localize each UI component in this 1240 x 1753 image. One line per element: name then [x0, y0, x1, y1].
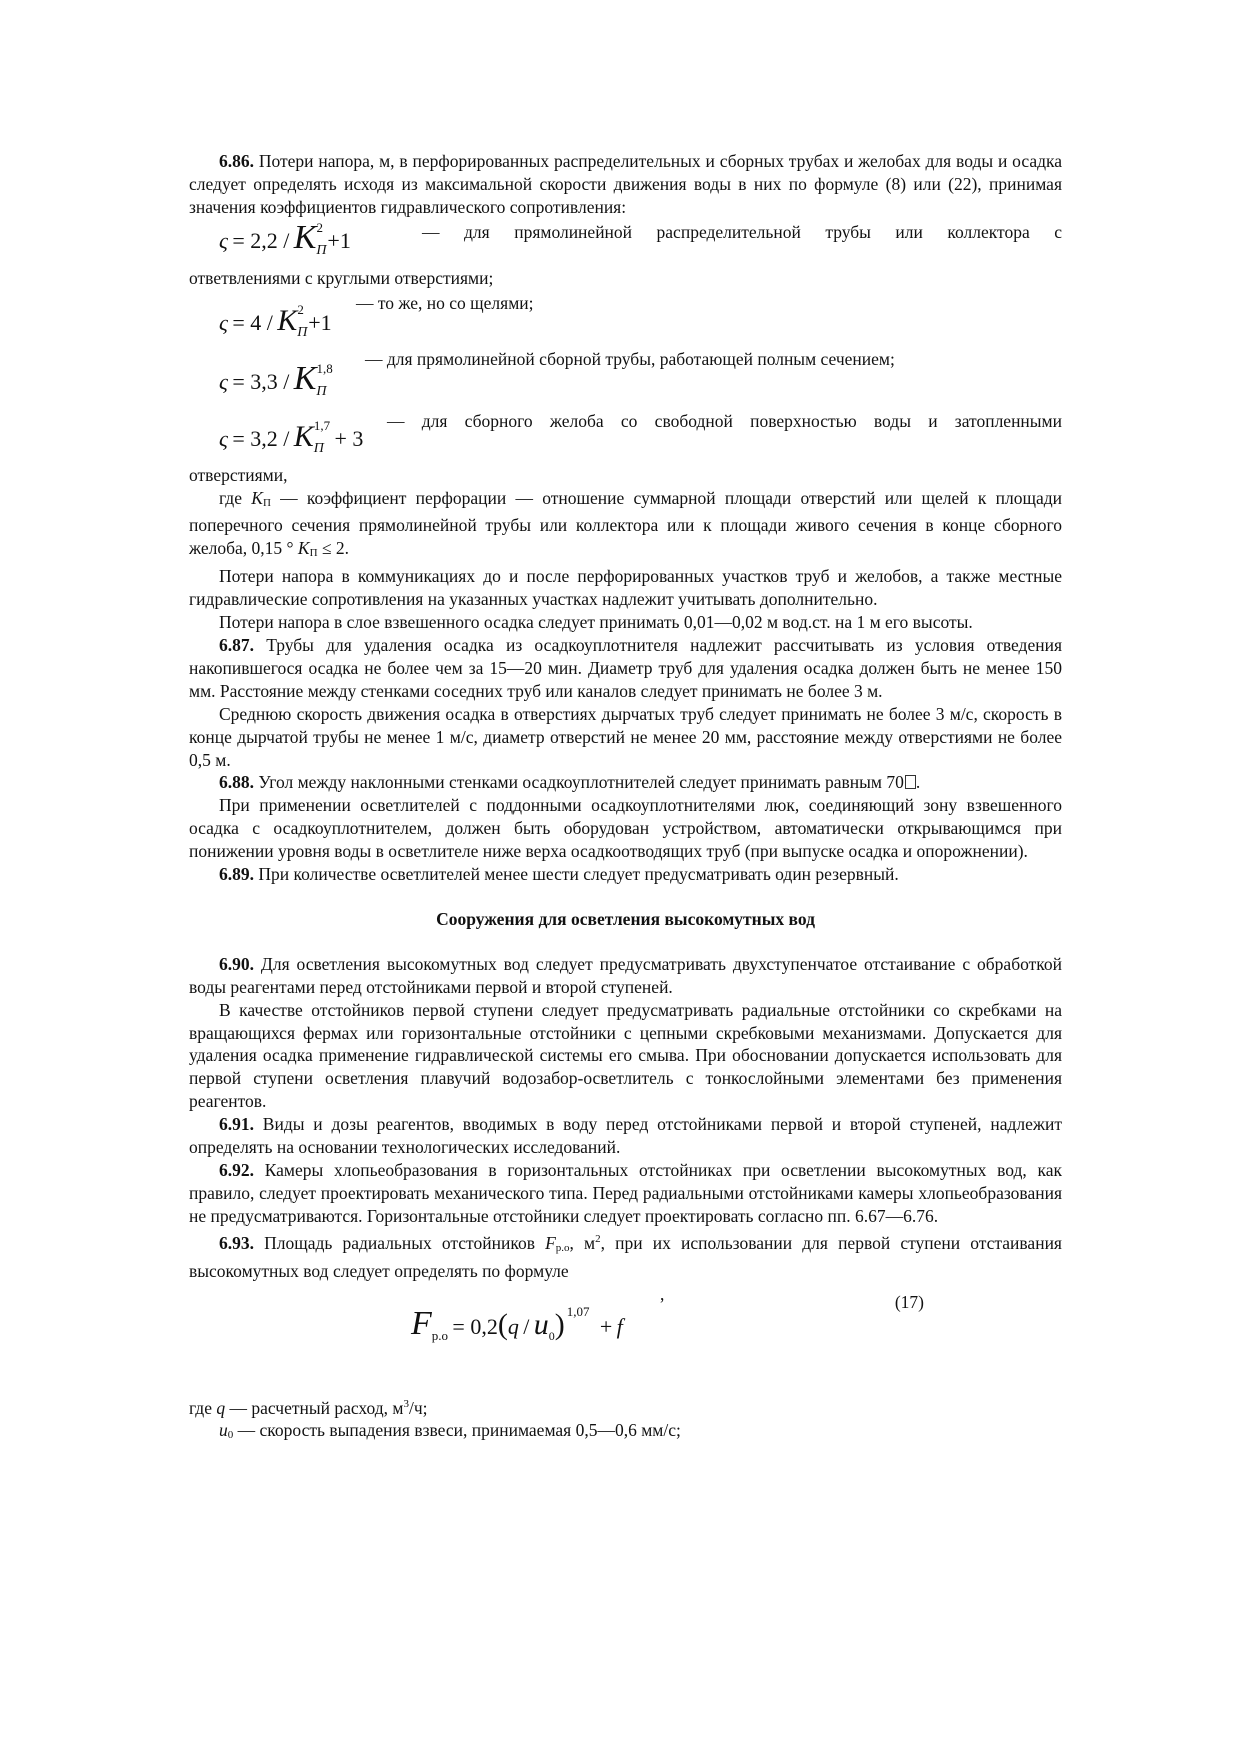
document-page [189, 150, 1062, 1447]
formula-line-1 [189, 219, 1062, 267]
formula-4-description: — для сборного желоба со свободной поверхностью воды и затопленными [387, 410, 1062, 431]
hatch-paragraph: При применении осветлителей с поддонными осадкоуплотнителями люк, соединяющий зону взвешенного осадка с осадкоуплотнителем, должен быть оборудован устройством, автоматически открывающимся при понижении уровня воды в осветлителе ниже верха осадкоотводящих труб (при выпуске осадка и опорожнении). [189, 795, 1062, 862]
paragraph-6-91: 6.91. Виды и дозы реагентов, вводимых в воду перед отстойниками первой и второй ступеней, надлежит определять на основании технологических исследований. [189, 1114, 1062, 1158]
formula-line-3 [189, 346, 1062, 408]
formula-line-4 [189, 408, 1062, 464]
losses-communications: Потери напора в коммуникациях до и после перфорированных участков труб и желобов, а также местные гидравлические сопротивления на указанных участках надлежит учитывать дополнительно. [189, 566, 1062, 610]
clause-number: 6.91. [219, 1114, 254, 1135]
clause-number: 6.92. [219, 1160, 254, 1180]
losses-suspended-layer: Потери напора в слое взвешенного осадка следует принимать 0,01—0,02 м вод.ст. на 1 м его высоты. [219, 612, 973, 633]
formula-1: $\varsigma = 2,2 / K_П^2 +1$ [219, 218, 351, 258]
clause-text: Потери напора, м, в перфорированных распределительных и сборных трубах и желобах для воды и осадка следует определять исходя из максимальной скорости движения воды в них по формуле (8) или (22), принимая значения коэффициентов гидравлического сопротивления: [189, 151, 1062, 217]
formula-4: $\varsigma = 3,2 / K_П^{1,7} + 3$ [219, 417, 364, 456]
paragraph-6-89: 6.89. При количестве осветлителей менее шести следует предусматривать один резервный. [219, 864, 899, 885]
clause-number: 6.90. [219, 953, 254, 974]
where-u0: u0 — скорость выпадения взвеси, принимаемая 0,5—0,6 мм/с; [219, 1420, 681, 1442]
kp-definition: где KП — коэффициент перфорации — отношение суммарной площади отверстий или щелей к площади поперечного сечения прямолинейной трубы или коллектора или к площади живого сечения в конце сборного желоба, 0,15 ° KП ≤ 2. [189, 487, 1062, 560]
clause-number: 6.88. [219, 772, 254, 793]
equation-comma: , [660, 1283, 665, 1304]
paragraph-6-92: 6.92. Камеры хлопьеобразования в горизонтальных отстойниках при осветлении высокомутных вод, как правило, следует проектировать механического типа. Перед радиальными отстойниками камеры хлопьеобразования не предусматриваются. Горизонтальные отстойники следует проектировать согласно пп. 6.67—6.76. [189, 1160, 1062, 1226]
clause-number: 6.89. [219, 864, 254, 885]
formula-1-continuation: ответвлениями с круглыми отверстиями; [189, 267, 494, 288]
formula-1-description: — для прямолинейной распределительной трубы или коллектора с [422, 221, 1062, 242]
clause-number: 6.87. [219, 634, 254, 655]
paragraph-6-87: 6.87. Трубы для удаления осадка из осадкоуплотнителя надлежит рассчитывать из условия отведения накопившегося осадка не более чем за 15—20 мин. Диаметр труб для удаления осадка должен быть не менее 150 мм. Расстояние между стенками соседних труб или каналов следует принимать не более 3 м. [189, 634, 1062, 701]
formula-2-description: — то же, но со щелями; [356, 292, 534, 313]
formula-4-continuation: отверстиями, [189, 464, 288, 485]
formula-line-2 [189, 290, 1062, 346]
paragraph-6-90: 6.90. Для осветления высокомутных вод следует предусматривать двухступенчатое отстаивание с обработкой воды реагентами перед отстойниками первой и второй ступеней. [189, 953, 1062, 997]
clause-number: 6.86. [219, 151, 254, 171]
paragraph-6-86 [189, 150, 1062, 219]
equation-number: (17) [894, 1291, 924, 1312]
degree-glyph [905, 775, 916, 789]
paragraph-6-88: 6.88. Угол между наклонными стенками осадкоуплотнителей следует принимать равным 70 . [219, 772, 921, 793]
equation-17 [189, 1283, 1062, 1393]
section-heading: Сооружения для осветления высокомутных вод [436, 908, 815, 929]
settlers-paragraph: В качестве отстойников первой ступени следует предусматривать радиальные отстойники со скребками на вращающихся фермах или горизонтальные отстойники с цепными скребковыми механизмами. Допускается для удаления осадка применение гидравлической системы его смыва. При обосновании допускается использовать для первой ступени осветления плавучий водозабор-осветлитель с тонкослойными элементами без применения реагентов. [189, 999, 1062, 1112]
equation-17-body: $F_{р.о} = 0,2(q / u_0) ^{1,07} + f$ [411, 1303, 623, 1343]
sediment-velocity: Среднюю скорость движения осадка в отверстиях дырчатых труб следует принимать не более 3 м/с, скорость в конце дырчатой трубы не менее 1 м/с, диаметр отверстий не менее 20 мм, расстояние между отверстиями не более 0,5 м. [189, 703, 1062, 770]
formula-3: $\varsigma = 3,3 / K_П^{1,8}$ [219, 359, 333, 399]
paragraph-6-93: 6.93. Площадь радиальных отстойников Fр.о, $м^2$, при их использовании для первой ступени отстаивания высокомутных вод следует определять по формуле [189, 1232, 1062, 1281]
formula-2: $\varsigma = 4 / K_П^2 +1$ [219, 301, 332, 340]
formula-3-description: — для прямолинейной сборной трубы, работающей полным сечением; [365, 348, 895, 369]
where-q: где q — расчетный расход, $м^3/ч$; [189, 1397, 428, 1418]
clause-number: 6.93. [219, 1232, 254, 1253]
